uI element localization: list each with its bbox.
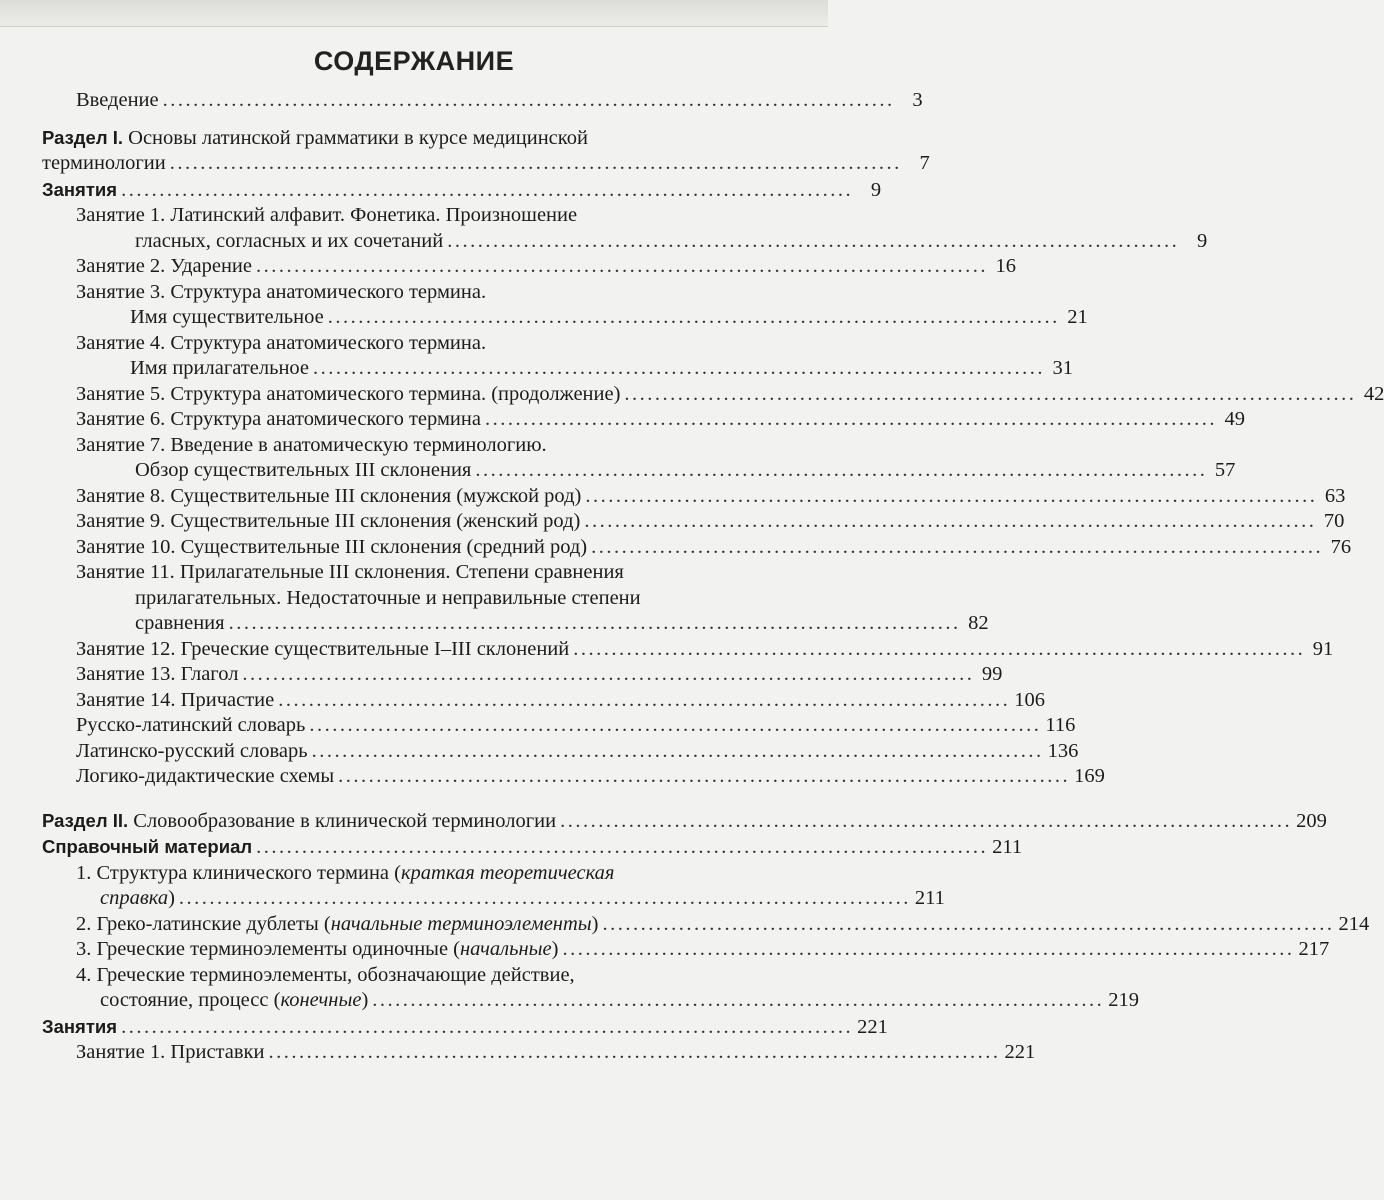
page-number: 49: [1224, 408, 1245, 430]
toc-entry-lesson-14[interactable]: Занятие 14. Причастие ................................................................................................ 106: [42, 688, 782, 714]
page-number: 136: [1047, 739, 1079, 762]
toc-entry-reference-4[interactable]: 4. Греческие терминоэлементы, обозначающие действие, состояние, процесс (конечные) ................................................................................................ 219: [42, 963, 782, 1014]
toc-entry-intro[interactable]: Введение ................................................................................................ 3: [42, 88, 782, 114]
toc-entry-lesson-9[interactable]: Занятие 9. Существительные III склонения (женский род) ................................................................................................ 70: [42, 509, 782, 535]
table-of-contents: [42, 88, 1384, 1066]
toc-entry-lesson-3[interactable]: Занятие 3. Структура анатомического термина. Имя существительное ................................................................................................ 21: [42, 280, 782, 331]
page-number: 9: [1196, 229, 1208, 252]
section-label: Раздел I.: [42, 126, 124, 148]
page-title: СОДЕРЖАНИЕ: [313, 46, 515, 76]
toc-entry-section-1[interactable]: Раздел I. Основы латинской грамматики в курсе медицинской терминологии ................................................................................................ 7: [42, 125, 782, 177]
page-number: 217: [1298, 938, 1330, 960]
page-number: 21: [1067, 306, 1088, 328]
leader-dots: ................................................................................................: [447, 229, 1180, 252]
page-number: 57: [1214, 459, 1236, 481]
toc-entry-schemes[interactable]: Логико-дидактические схемы ................................................................................................ 169: [42, 764, 782, 790]
toc-entry-reference-1[interactable]: 1. Структура клинического термина (краткая теоретическая справка) ................................................................................................ 211: [42, 861, 782, 912]
toc-entry-lesson-12[interactable]: Занятие 12. Греческие существительные I–III склонений ................................................................................................ 91: [42, 637, 782, 663]
leader-dots: ................................................................................................: [242, 663, 975, 685]
page-number: 3: [912, 89, 923, 111]
leader-dots: ................................................................................................: [560, 809, 1293, 832]
page-number: 221: [857, 1015, 888, 1038]
page-number: 42: [1363, 382, 1384, 405]
toc-entry-lesson-11[interactable]: Занятие 11. Прилагательные III склонения. Степени сравнения прилагательных. Недостаточные и неправильные степени сравнения ................................................................................................ 82: [42, 560, 782, 637]
leader-dots: ................................................................................................: [268, 1041, 1001, 1063]
toc-entry-lesson-6[interactable]: Занятие 6. Структура анатомического термина ................................................................................................ 49: [42, 407, 782, 433]
leader-dots: ................................................................................................: [162, 89, 895, 111]
leader-dots: ................................................................................................: [255, 255, 988, 277]
page-number: 9: [870, 178, 882, 201]
leader-dots: ................................................................................................: [121, 178, 854, 201]
toc-heading-lessons[interactable]: Занятия ................................................................................................ 9: [42, 177, 782, 204]
toc-entry-lesson-5[interactable]: Занятие 5. Структура анатомического термина. (продолжение) ................................................................................................ 42: [42, 382, 782, 408]
leader-dots: ................................................................................................: [338, 765, 1071, 787]
page-number: 70: [1323, 510, 1345, 532]
page-number: 214: [1338, 912, 1370, 935]
leader-dots: ................................................................................................: [573, 637, 1306, 660]
page-number: 16: [995, 255, 1016, 277]
leader-dots: ................................................................................................: [309, 714, 1042, 736]
leader-dots: ................................................................................................: [256, 836, 989, 858]
toc-entry-reference-3[interactable]: 3. Греческие терминоэлементы одиночные (начальные) ................................................................................................ 217: [42, 937, 782, 963]
leader-dots: ................................................................................................: [311, 739, 1044, 762]
leader-dots: ................................................................................................: [313, 357, 1046, 379]
page-number: 211: [992, 836, 1023, 858]
page-number: 99: [981, 663, 1003, 685]
toc-entry-lesson-7[interactable]: Занятие 7. Введение в анатомическую терминологию. Обзор существительных III склонения ................................................................................................ 57: [42, 433, 782, 484]
toc-heading-reference[interactable]: Справочный материал ................................................................................................ 211: [42, 834, 782, 861]
leader-dots: ................................................................................................: [327, 306, 1060, 328]
toc-entry-latin-russian-dictionary[interactable]: Латинско-русский словарь ................................................................................................ 136: [42, 739, 782, 765]
toc-entry-section-2[interactable]: Раздел II. Словообразование в клинической терминологии ................................................................................................ 209: [42, 808, 782, 835]
section-label: Раздел II.: [42, 809, 129, 831]
leader-dots: ................................................................................................: [602, 912, 1335, 935]
page-number: 82: [968, 612, 989, 634]
page-number: 106: [1014, 688, 1045, 711]
leader-dots: ................................................................................................: [584, 510, 1317, 532]
toc-entry-lesson-4[interactable]: Занятие 4. Структура анатомического термина. Имя прилагательное ................................................................................................ 31: [42, 331, 782, 382]
page-number: 221: [1004, 1041, 1036, 1063]
leader-dots: ................................................................................................: [169, 152, 902, 174]
page-number: 169: [1074, 765, 1105, 787]
leader-dots: ................................................................................................: [228, 612, 961, 634]
toc-entry-russian-latin-dictionary[interactable]: Русско-латинский словарь ................................................................................................ 116: [42, 713, 782, 739]
page-number: 116: [1045, 714, 1076, 736]
page-number: 211: [914, 887, 945, 909]
toc-entry-lesson-1[interactable]: Занятие 1. Латинский алфавит. Фонетика. Произношение гласных, согласных и их сочетаний ................................................................................................ 9: [42, 203, 782, 254]
leader-dots: ................................................................................................: [624, 382, 1357, 405]
leader-dots: ................................................................................................: [475, 459, 1208, 481]
leader-dots: ................................................................................................: [591, 535, 1324, 558]
leader-dots: ................................................................................................: [121, 1015, 854, 1038]
toc-entry-lesson-10[interactable]: Занятие 10. Существительные III склонения (средний род) ................................................................................................ 76: [42, 535, 782, 561]
page-gutter-shadow: [0, 0, 828, 27]
toc-entry-lesson-8[interactable]: Занятие 8. Существительные III склонения (мужской род) ................................................................................................ 63: [42, 484, 782, 510]
page-number: 63: [1324, 484, 1346, 507]
leader-dots: ................................................................................................: [562, 938, 1295, 960]
page-number: 76: [1330, 535, 1352, 558]
toc-entry-lesson-13[interactable]: Занятие 13. Глагол ................................................................................................ 99: [42, 662, 782, 688]
page-number: 91: [1312, 637, 1334, 660]
page-number: 31: [1052, 357, 1074, 379]
toc-entry-reference-2[interactable]: 2. Греко-латинские дублеты (начальные терминоэлементы) ................................................................................................ 214: [42, 912, 782, 938]
page-number: 7: [919, 152, 930, 174]
leader-dots: ................................................................................................: [278, 688, 1011, 711]
leader-dots: ................................................................................................: [178, 887, 911, 909]
page-number: 209: [1296, 809, 1327, 832]
toc-heading-lessons-2[interactable]: Занятия ................................................................................................ 221: [42, 1014, 782, 1041]
page-number: 219: [1108, 989, 1140, 1011]
toc-entry-prefixes[interactable]: Занятие 1. Приставки ................................................................................................ 221: [42, 1040, 782, 1066]
leader-dots: ................................................................................................: [585, 484, 1318, 507]
leader-dots: ................................................................................................: [484, 408, 1217, 430]
leader-dots: ................................................................................................: [372, 989, 1105, 1011]
toc-entry-lesson-2[interactable]: Занятие 2. Ударение ................................................................................................ 16: [42, 254, 782, 280]
